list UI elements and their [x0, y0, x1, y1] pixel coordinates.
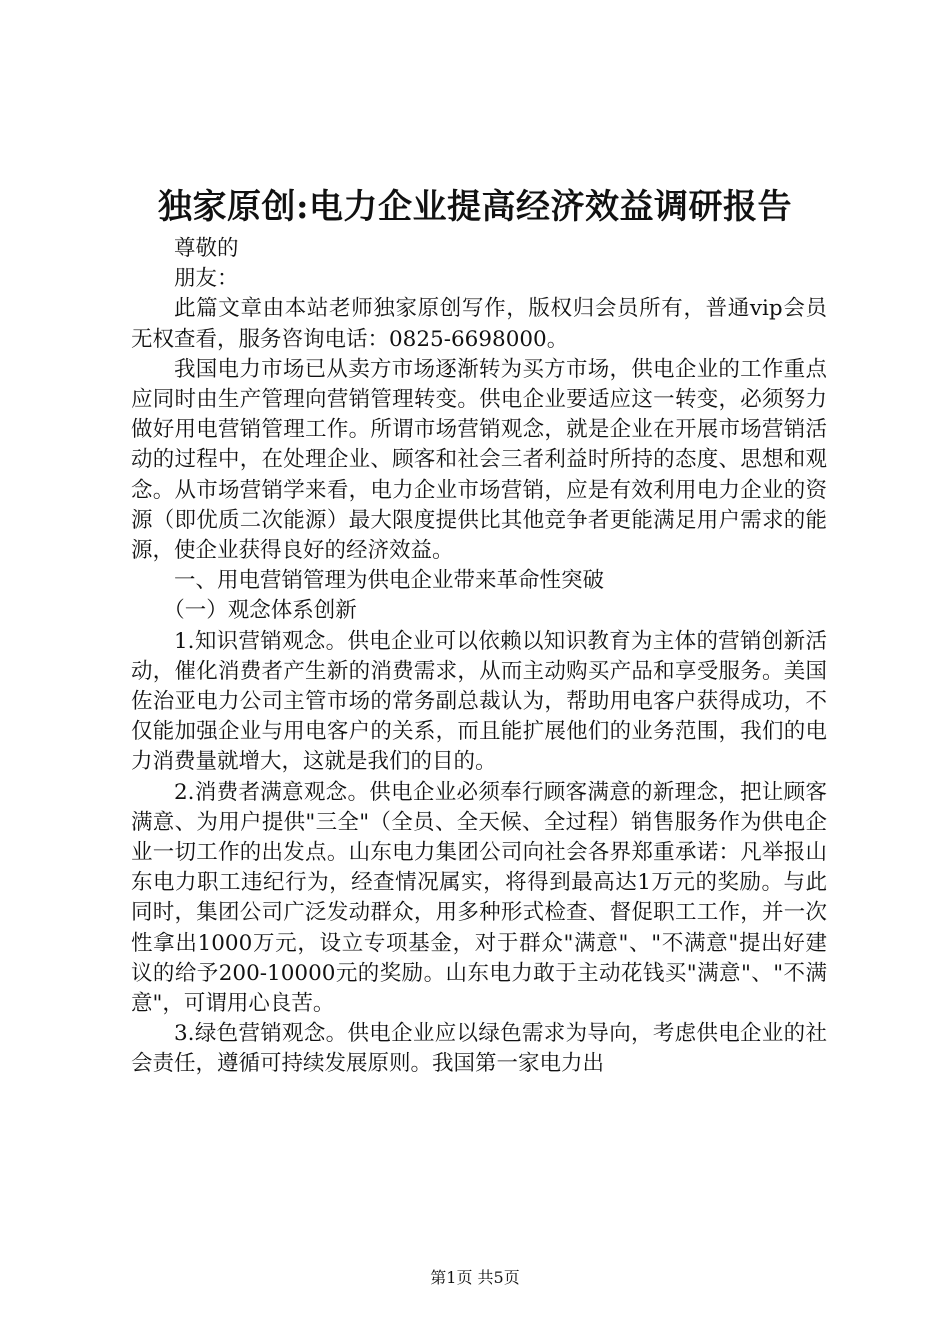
- intro-paragraph: 我国电力市场已从卖方市场逐渐转为买方市场，供电企业的工作重点应同时由生产管理向营销管理转变。供电企业要适应这一转变，必须努力做好用电营销管理工作。所谓市场营销观念，就是企业在开展市场营销活动的过程中，在处理企业、顾客和社会三者利益时所持的态度、思想和观念。从市场营销学来看，电力企业市场营销，应是有效利用电力企业的资源（即优质二次能源）最大限度提供比其他竞争者更能满足用户需求的能源，使企业获得良好的经济效益。: [131, 356, 827, 564]
- document-title: 独家原创:电力企业提高经济效益调研报告: [157, 187, 793, 227]
- item-consumer-satisfaction: 2.消费者满意观念。供电企业必须奉行顾客满意的新理念，把让顾客满意、为用户提供"三全"（全员、全天候、全过程）销售服务作为供电企业一切工作的出发点。山东电力集团公司向社会各界郑重承诺：凡举报山东电力职工违纪行为，经查情况属实，将得到最高达1万元的奖励。与此同时，集团公司广泛发动群众，用多种形式检查、督促职工工作，并一次性拿出1000万元，设立专项基金，对于群众"满意"、"不满意"提出好建议的给予200-10000元的奖励。山东电力敢于主动花钱买"满意"、"不满意"，可谓用心良苦。: [131, 779, 827, 1017]
- greeting-line-1: 尊敬的: [174, 236, 239, 261]
- greeting-line-2: 朋友：: [174, 266, 239, 292]
- subsection-heading-1-1: （一）观念体系创新: [163, 598, 357, 624]
- section-heading-1: 一、用电营销管理为供电企业带来革命性突破: [174, 568, 605, 594]
- document-body: [131, 234, 827, 1080]
- page-number-footer: 第1页 共5页: [430, 1268, 520, 1287]
- item-green-marketing: 3.绿色营销观念。供电企业应以绿色需求为导向，考虑供电企业的社会责任，遵循可持续发展原则。我国第一家电力出: [131, 1021, 827, 1077]
- item-knowledge-marketing: 1.知识营销观念。供电企业可以依赖以知识教育为主体的营销创新活动，催化消费者产生新的消费需求，从而主动购买产品和享受服务。美国佐治亚电力公司主管市场的常务副总裁认为，帮助用电客户获得成功，不仅能加强企业与用电客户的关系，而且能扩展他们的业务范围，我们的电力消费量就增大，这就是我们的目的。: [131, 628, 827, 775]
- copyright-notice: 此篇文章由本站老师独家原创写作，版权归会员所有，普通vip会员无权查看，服务咨询电话：0825-6698000。: [131, 296, 827, 352]
